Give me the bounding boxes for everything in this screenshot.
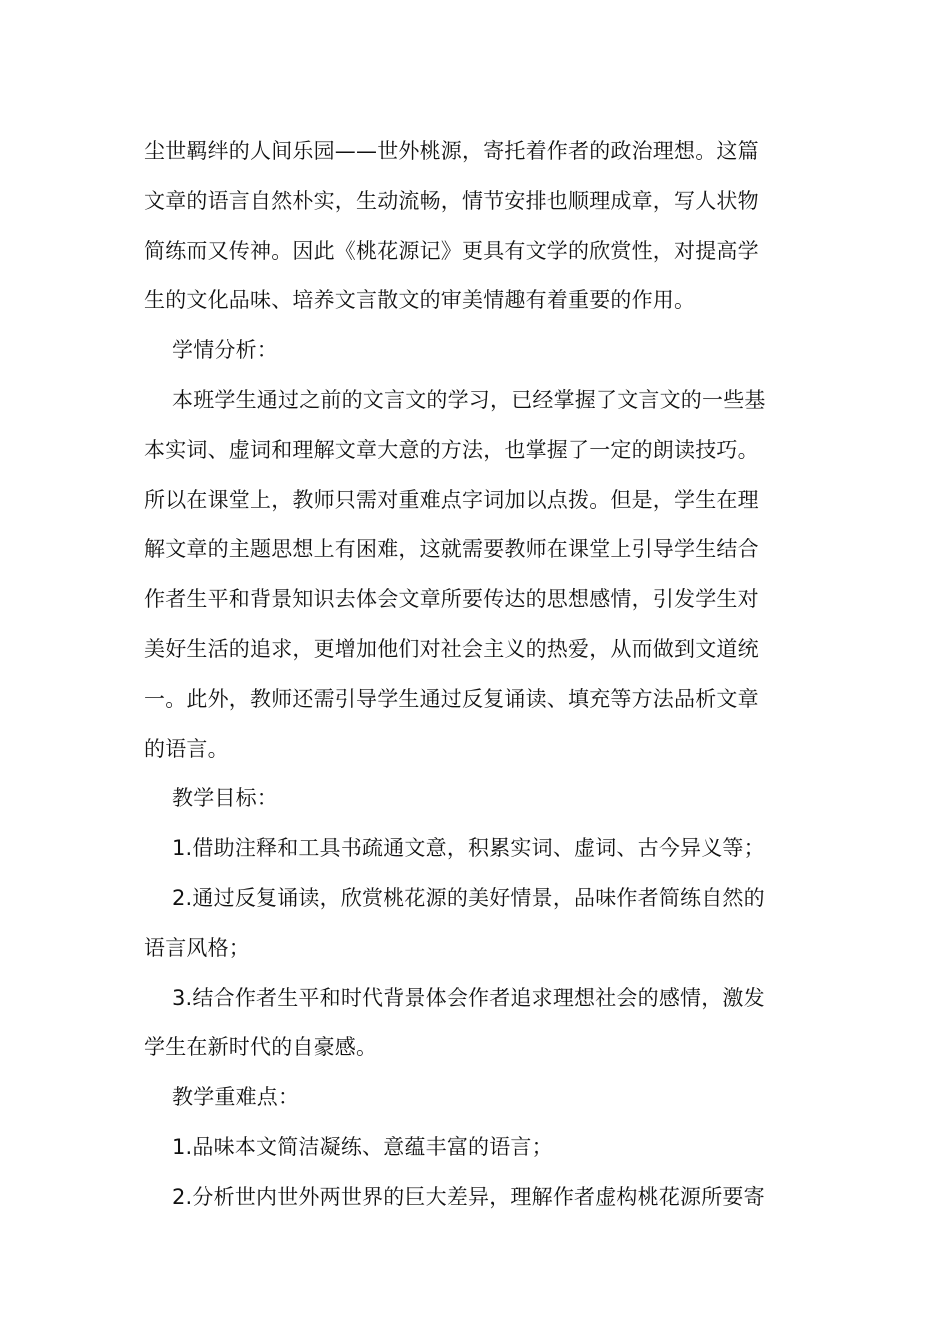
text-line: 简练而又传神。因此《桃花源记》更具有文学的欣赏性，对提高学 xyxy=(144,239,759,263)
text-line: 本实词、虚词和理解文章大意的方法，也掌握了一定的朗读技巧。 xyxy=(144,438,759,462)
section-heading-key-difficulties: 教学重难点： xyxy=(172,1085,300,1109)
section-heading-teaching-goals: 教学目标： xyxy=(172,786,278,810)
list-item: 3.结合作者生平和时代背景体会作者追求理想社会的感情，激发 xyxy=(172,986,765,1010)
text-line: 一。此外，教师还需引导学生通过反复诵读、填充等方法品析文章 xyxy=(144,687,759,711)
text-line: 美好生活的追求，更增加他们对社会主义的热爱，从而做到文道统 xyxy=(144,637,759,661)
section-heading-learning-analysis: 学情分析： xyxy=(172,338,278,362)
text-line: 所以在课堂上，教师只需对重难点字词加以点拨。但是，学生在理 xyxy=(144,488,759,512)
list-item: 1.品味本文简洁凝练、意蕴丰富的语言； xyxy=(172,1135,553,1159)
text-line: 的语言。 xyxy=(144,737,229,761)
list-item: 2.通过反复诵读，欣赏桃花源的美好情景，品味作者简练自然的 xyxy=(172,886,765,910)
text-line: 生的文化品味、培养文言散文的审美情趣有着重要的作用。 xyxy=(144,288,696,312)
text-line: 语言风格； xyxy=(144,936,250,960)
text-line: 解文章的主题思想上有困难，这就需要教师在课堂上引导学生结合 xyxy=(144,537,759,561)
text-line: 作者生平和背景知识去体会文章所要传达的思想感情，引发学生对 xyxy=(144,587,759,611)
list-item: 1.借助注释和工具书疏通文意，积累实词、虚词、古今异义等； xyxy=(172,836,765,860)
text-line: 尘世羁绊的人间乐园——世外桃源，寄托着作者的政治理想。这篇 xyxy=(144,139,759,163)
text-line: 学生在新时代的自豪感。 xyxy=(144,1035,378,1059)
text-line: 本班学生通过之前的文言文的学习，已经掌握了文言文的一些基 xyxy=(172,388,766,412)
list-item: 2.分析世内世外两世界的巨大差异，理解作者虚构桃花源所要寄 xyxy=(172,1185,765,1209)
text-line: 文章的语言自然朴实，生动流畅，情节安排也顺理成章，写人状物 xyxy=(144,189,759,213)
